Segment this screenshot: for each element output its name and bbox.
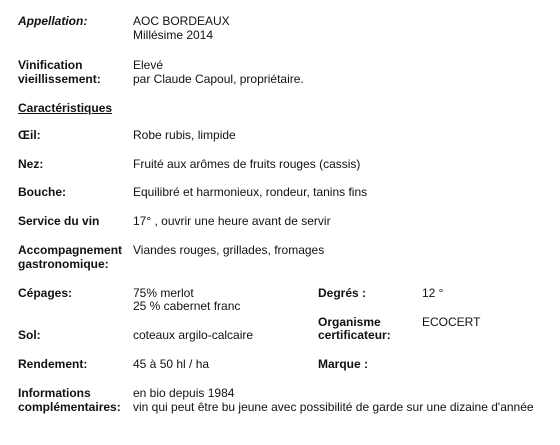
organisme-label: Organisme	[318, 315, 381, 329]
nez-label: Nez:	[18, 157, 44, 171]
informations-value-1: en bio depuis 1984	[133, 386, 235, 400]
service-value: 17° , ouvrir une heure avant de servir	[133, 214, 331, 228]
oeil-value: Robe rubis, limpide	[133, 128, 236, 142]
sol-value: coteaux argilo-calcaire	[133, 328, 254, 342]
sol-label: Sol:	[18, 328, 41, 342]
informations-label: Informations	[18, 386, 91, 400]
degres-value: 12 °	[422, 286, 444, 300]
vinification-value: Elevé	[133, 58, 164, 72]
millesime-value: Millésime 2014	[133, 28, 214, 42]
appellation-value: AOC BORDEAUX	[133, 14, 230, 28]
organisme-value: ECOCERT	[422, 315, 481, 329]
service-label: Service du vin	[18, 214, 100, 228]
vieillissement-label: vieillissement:	[18, 72, 101, 86]
bouche-value: Equilibré et harmonieux, rondeur, tanins fins	[133, 185, 368, 199]
marque-label: Marque :	[318, 357, 369, 371]
bouche-label: Bouche:	[18, 185, 66, 199]
oeil-label: Œil:	[18, 128, 41, 142]
cepages-label: Cépages:	[18, 286, 73, 300]
accompagnement-value: Viandes rouges, grillades, fromages	[133, 243, 325, 257]
appellation-label: Appellation:	[18, 14, 88, 28]
complementaires-label: complémentaires:	[18, 400, 121, 414]
vieillissement-value: par Claude Capoul, propriétaire.	[133, 72, 304, 86]
cepages-value-1: 75% merlot	[133, 286, 194, 300]
caracteristiques-heading: Caractéristiques	[18, 101, 113, 115]
cepages-value-2: 25 % cabernet franc	[133, 299, 241, 313]
informations-value-2: vin qui peut être bu jeune avec possibilité de garde sur une dizaine d'année	[133, 400, 534, 414]
rendement-label: Rendement:	[18, 357, 88, 371]
vinification-label: Vinification	[18, 58, 83, 72]
rendement-value: 45 à 50 hl / ha	[133, 357, 210, 371]
degres-label: Degrés :	[318, 286, 367, 300]
nez-value: Fruité aux arômes de fruits rouges (cassis)	[133, 157, 361, 171]
gastronomique-label: gastronomique:	[18, 257, 109, 271]
certificateur-label: certificateur:	[318, 328, 391, 342]
accompagnement-label: Accompagnement	[18, 243, 123, 257]
